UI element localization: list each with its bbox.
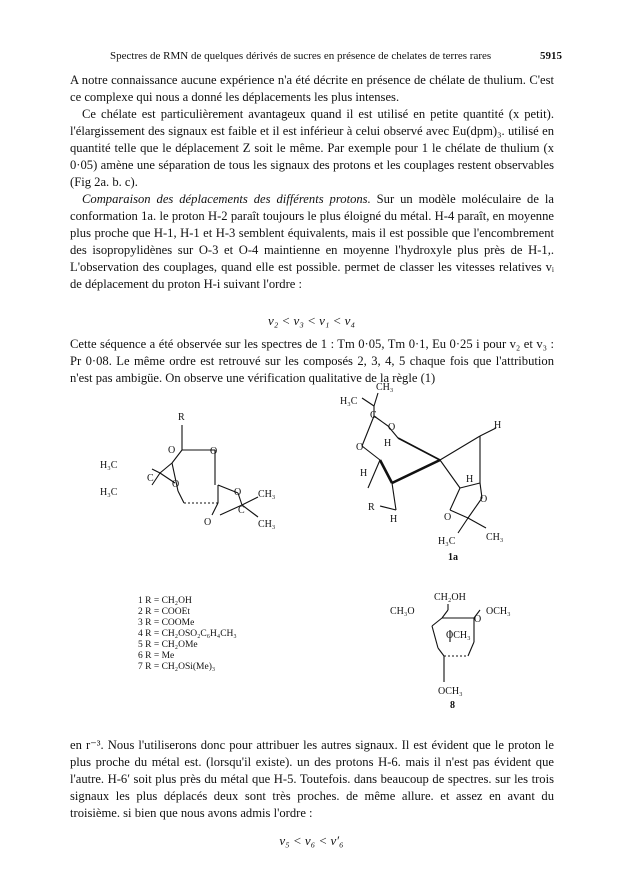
compound-item: 2 R = COOEt xyxy=(138,607,191,617)
page-number: 5915 xyxy=(540,50,562,62)
compound-item: 1 R = CH₂OH xyxy=(138,596,192,606)
s1a-label-c: C xyxy=(370,410,377,421)
s1a-label-h4: H xyxy=(466,474,474,485)
s1a-label-r: R xyxy=(368,502,375,513)
s1-label-r: R xyxy=(178,412,185,423)
s1a-caption: 1a xyxy=(448,552,458,563)
paragraph-3 xyxy=(70,191,554,293)
s1a-label-h2: H xyxy=(494,420,502,431)
s1-label-o5: O xyxy=(204,517,212,528)
compound-item: 4 R = CH₂OSO₂C₆H₄CH₃ xyxy=(138,629,237,639)
text-block-top xyxy=(70,72,554,293)
s1a-label-h3c-bot: H₃C xyxy=(438,536,456,547)
s8-label-ch2oh: CH₂OH xyxy=(434,592,466,603)
structure-1-diagram xyxy=(100,405,300,535)
structure-1a-diagram xyxy=(340,378,540,563)
compound-item: 6 R = Me xyxy=(138,651,175,661)
s1-label-o2: O xyxy=(210,446,218,457)
equation-2: v₅ < v₆ < v′₆ xyxy=(279,833,344,848)
equation-1: v₂ < v₃ < v₁ < v₄ xyxy=(268,313,355,328)
s8-label-och3-right: OCH₃ xyxy=(486,606,511,617)
section-lead: Comparaison des déplacements des différents protons. xyxy=(82,192,371,206)
paragraph-1: A notre connaissance aucune expérience n'a été décrite en présence de chélate de thulium. C'est ce complexe qui nous a donné les déplacements les plus intenses. xyxy=(70,73,554,104)
compound-list xyxy=(138,596,237,673)
s1-label-ch3-b: CH₃ xyxy=(258,519,276,530)
s8-caption: 8 xyxy=(450,700,455,710)
s1a-label-h3: H xyxy=(360,468,368,479)
s1-label-c-right: C xyxy=(238,505,245,516)
compound-item: 7 R = CH₂OSi(Me)₃ xyxy=(138,662,216,672)
s8-label-och3-bot: OCH₃ xyxy=(438,686,463,697)
s1a-label-o-b: O xyxy=(356,442,364,453)
s1-label-o1: O xyxy=(168,445,176,456)
structure-8-diagram xyxy=(388,590,538,710)
s1-label-ch3-a: CH₃ xyxy=(258,489,276,500)
paragraph-4: Cette séquence a été observée sur les spectres de 1 : Tm 0·05, Tm 0·1, Eu 0·25 i pour v₂ et v₃ : Pr 0·08. Le même ordre est retrouvé sur les composés 2, 3, 4, 5 chaque fois que l'attribution n'est pas ambigüe. On observe une vérification qualitative de la règle (1) xyxy=(70,337,554,385)
s1-label-h3c-a: H₃C xyxy=(100,460,118,471)
s8-label-o-ring: O xyxy=(474,614,482,625)
s1a-label-ch3-bot: CH₃ xyxy=(486,532,504,543)
s1a-label-o-c: O xyxy=(480,494,488,505)
s1-label-h3c-b: H₃C xyxy=(100,487,118,498)
running-title: Spectres de RMN de quelques dérivés de sucres en présence de chelates de terres rares xyxy=(110,50,492,62)
paragraph-5: en r⁻³. Nous l'utiliserons donc pour attribuer les autres signaux. Il est évident que le proton le plus proche du métal est. (lorsqu'il existe). un des protons H-6. mais il n'est pas évident que l'autre. H-6′ soit plus près du métal que H-5. Toutefois. dans beaucoup de spectres. sur les trois signaux les plus déplacés deux sont très proches. de même allure. et assez en avant du troisième. si bien que nous avons admis l'ordre : xyxy=(70,738,554,820)
s8-label-ch3o: CH₃O xyxy=(390,606,415,617)
s1-label-o4: O xyxy=(234,487,242,498)
s8-label-och3-mid: OCH₃ xyxy=(446,630,471,641)
compound-item: 5 R = CH₂OMe xyxy=(138,640,198,650)
s1a-label-h5: H xyxy=(390,514,398,525)
s1-label-c: C xyxy=(147,473,154,484)
paragraph-2: Ce chélate est particulièrement avantageux quand il est utilisé en petite quantité (x petit). l'élargissement des signaux est faible et il est inférieur à celui observé avec Eu(dpm)₃. utilisé en quantité telle que le déplacement Z soit le même. Par exemple pour 1 le chélate de thulium (x 0·05) amène une séparation de tous les signaux des protons et les couplages restent observables (Fig 2a. b. c). xyxy=(70,107,554,189)
s1a-label-h3c-left: H₃C xyxy=(340,396,358,407)
s1a-label-o-a: O xyxy=(388,422,396,433)
text-block-bottom xyxy=(70,737,554,822)
s1-label-o3: O xyxy=(172,479,180,490)
s1a-label-ch3-top: CH₃ xyxy=(376,382,394,393)
paragraph-3-body: Sur un modèle moléculaire de la conformation 1a. le proton H-2 paraît toujours le plus éloigné du métal. H-4 paraît, en moyenne plus proche que H-1, H-1 et H-3 semblent équivalents, mais il est possible que l'encombrement des isopropylidènes sur O-3 et O-4 maintienne en moyenne l'hydroxyle plus près de H-1,. L'observation des couplages, quand elle est possible. permet de classer les vitesses relatives vᵢ de déplacement du proton H-i suivant l'ordre : xyxy=(70,192,554,291)
s1a-label-h1: H xyxy=(384,438,392,449)
compound-item: 3 R = COOMe xyxy=(138,618,195,628)
s1a-label-o-d: O xyxy=(444,512,452,523)
